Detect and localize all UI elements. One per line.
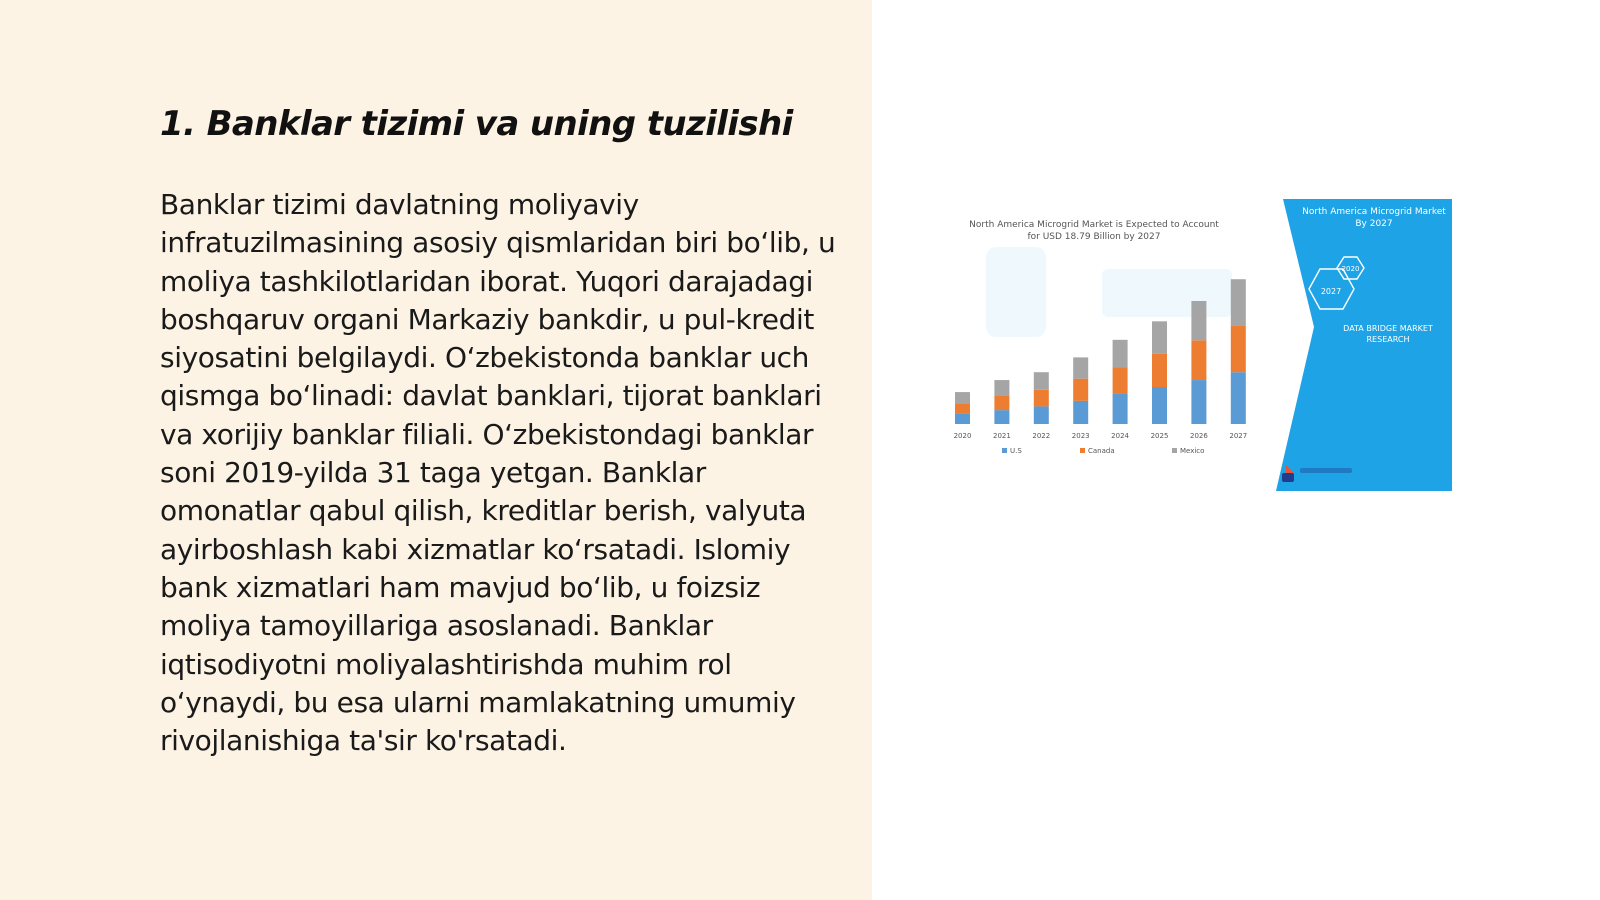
bar-segment-mexico-2020: [955, 392, 970, 403]
bar-segment-canada-2023: [1073, 379, 1088, 401]
bar-segment-mexico-2023: [1073, 357, 1088, 378]
chart-title-line-1: North America Microgrid Market is Expected to Account: [969, 220, 1219, 230]
legend-swatch: [1002, 448, 1007, 453]
legend-swatch: [1080, 448, 1085, 453]
x-tick-label: 2021: [992, 432, 1011, 440]
bar-segment-us-2026: [1191, 380, 1206, 424]
slide-body-text: Banklar tizimi davlatning moliyaviy infratuzilmasining asosiy qismlaridan biri bo‘lib, u moliya tashkilotlaridan iborat. Yuqori darajadagi boshqaruv organi Markaziy bankdir, u pul-kredit siyosatini belgilaydi. O‘zbekistonda banklar uch qismga bo‘linadi: davlat banklari, tijorat banklari va xorijiy banklar filiali. O‘zbekistondagi banklar soni 2019-yilda 31 taga yetgan. Banklar omonatlar qabul qilish, kreditlar berish, valyuta ayirboshlash kabi xizmatlar ko‘rsatadi. Islomiy bank xizmatlari ham mavjud bo‘lib, u foizsiz moliya tamoyillariga asoslanadi. Banklar iqtisodiyotni moliyalashtirishda muhim rol o‘ynaydi, bu esa ularni mamlakatning umumiy rivojlanishiga ta'sir ko'rsatadi.: [160, 188, 836, 758]
bar-segment-us-2022: [1034, 406, 1049, 424]
brand-line-1: DATA BRIDGE MARKET: [1343, 324, 1433, 333]
bar-segment-us-2020: [955, 413, 970, 424]
legend-swatch: [1172, 448, 1177, 453]
hex-label-2020: 2020: [1341, 265, 1360, 273]
legend-label: U.S: [1010, 447, 1022, 455]
bar-segment-us-2023: [1073, 401, 1088, 424]
bar-segment-canada-2026: [1191, 340, 1206, 380]
x-tick-label: 2027: [1229, 432, 1248, 440]
x-tick-label: 2023: [1071, 432, 1090, 440]
x-tick-label: 2025: [1150, 432, 1169, 440]
x-tick-label: 2020: [953, 432, 972, 440]
bar-segment-us-2021: [994, 410, 1009, 424]
banner-title-line-1: North America Microgrid Market: [1302, 207, 1446, 217]
x-tick-label: 2022: [1032, 432, 1051, 440]
brand-line-2: RESEARCH: [1366, 335, 1410, 344]
bar-segment-mexico-2025: [1152, 321, 1167, 353]
chart-title-line-2: for USD 18.79 Billion by 2027: [1027, 232, 1161, 242]
hex-label-2027: 2027: [1320, 287, 1342, 296]
bar-segment-canada-2027: [1231, 326, 1246, 372]
bar-segment-us-2024: [1113, 394, 1128, 424]
bar-segment-mexico-2021: [994, 380, 1009, 395]
x-tick-label: 2024: [1111, 432, 1130, 440]
bar-segment-canada-2024: [1113, 367, 1128, 394]
bar-segment-us-2027: [1231, 372, 1246, 424]
bar-segment-canada-2021: [994, 395, 1009, 410]
legend-label: Canada: [1088, 447, 1115, 455]
bar-segment-canada-2020: [955, 403, 970, 413]
bar-segment-mexico-2022: [1034, 372, 1049, 390]
x-tick-label: 2026: [1189, 432, 1208, 440]
bar-segment-mexico-2027: [1231, 279, 1246, 326]
bar-segment-mexico-2024: [1113, 340, 1128, 367]
market-chart-image: [952, 199, 1452, 491]
bar-segment-canada-2022: [1034, 390, 1049, 407]
banner-title-line-2: By 2027: [1355, 219, 1393, 229]
bar-segment-us-2025: [1152, 387, 1167, 424]
bar-segment-mexico-2026: [1191, 301, 1206, 340]
slide-title: 1. Banklar tizimi va uning tuzilishi: [160, 104, 793, 144]
legend-label: Mexico: [1180, 447, 1205, 455]
bar-segment-canada-2025: [1152, 354, 1167, 387]
